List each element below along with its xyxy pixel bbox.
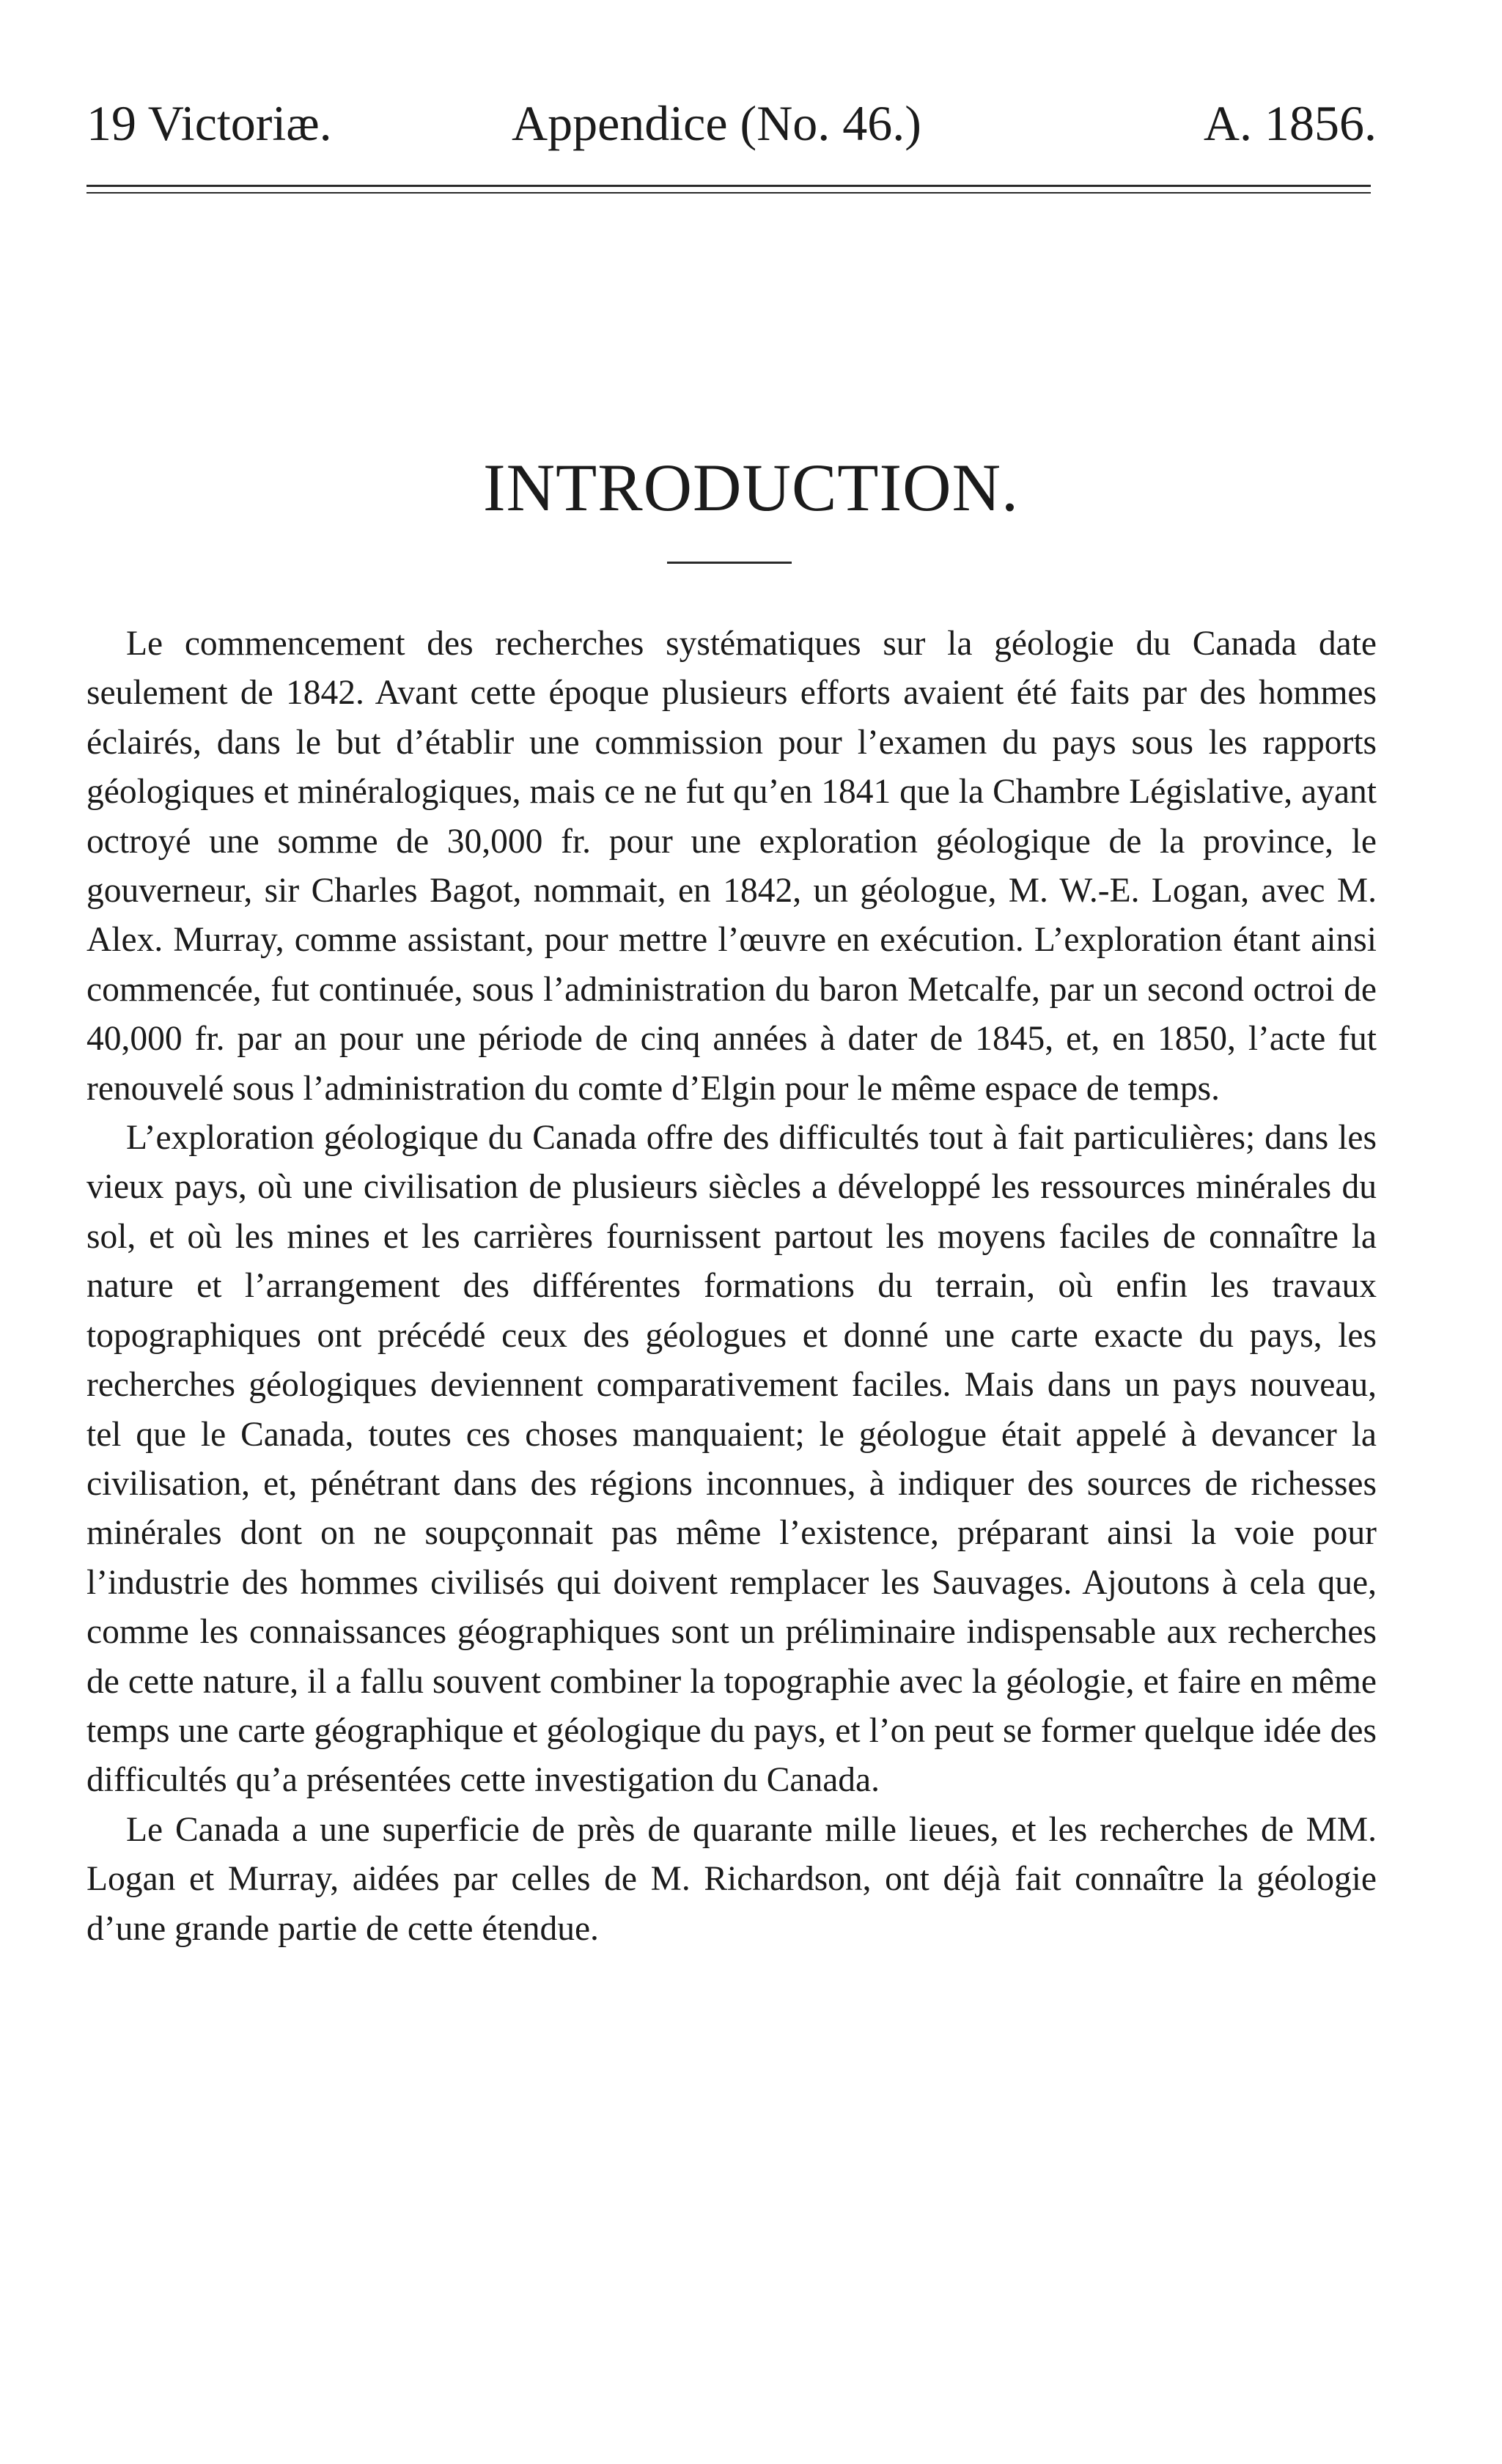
- paragraph-2: L’exploration géologique du Canada offre des difficultés tout à fait particulières; dans les vieux pays, où une civilisation de plusieurs siècles a développé les ressources minérales du sol, et où les mines et les carrières fournissent partout les moyens faciles de connaître la nature et l’arrangement des différentes formations du terrain, où enfin les travaux topographiques ont précédé ceux des géologues et donné une carte exacte du pays, les recherches géologiques deviennent comparativement faciles. Mais dans un pays nouveau, tel que le Canada, toutes ces choses manquaient; le géologue était appelé à devancer la civilisation, et, pénétrant dans des régions inconnues, à indiquer des sources de richesses minérales dont on ne soupçonnait pas même l’existence, préparant ainsi la voie pour l’industrie des hommes civilisés qui doivent remplacer les Sauvages. Ajoutons à cela que, comme les connaissances géographiques sont un préliminaire indispensable aux recherches de cette nature, il a fallu souvent combiner la topographie avec la géologie, et faire en même temps une carte géographique et géologique du pays, et l’on peut se former quelque idée des difficultés qu’a présentées cette investigation du Canada.: [86, 1119, 1377, 1800]
- body-text: [86, 619, 1377, 1954]
- page-title: INTRODUCTION.: [482, 450, 1020, 525]
- running-header: [86, 87, 1377, 160]
- header-rule-bottom: [86, 192, 1371, 194]
- paragraph-1: Le commencement des recherches systématiques sur la géologie du Canada date seulement de 1842. Avant cette époque plusieurs efforts avaient été faits par des hommes éclairés, dans le but d’établir une commission pour l’examen du pays sous les rapports géologiques et minéralogiques, mais ce ne fut qu’en 1841 que la Chambre Législative, ayant octroyé une somme de 30,000 fr. pour une exploration géologique de la province, le gouverneur, sir Charles Bagot, nommait, en 1842, un géologue, M. W.-E. Logan, avec M. Alex. Murray, comme assistant, pour mettre l’œuvre en exécution. L’exploration étant ainsi commencée, fut continuée, sous l’administration du baron Metcalfe, par un second octroi de 40,000 fr. par an pour une période de cinq années à dater de 1845, et, en 1850, l’acte fut renouvelé sous l’administration du comte d’Elgin pour le même espace de temps.: [86, 625, 1377, 1108]
- title-divider: [667, 562, 792, 564]
- header-rule-top: [86, 185, 1371, 187]
- header-appendix-number: Appendice (No. 46.): [512, 95, 921, 151]
- header-year: A. 1856.: [1203, 95, 1377, 151]
- header-regnal-year: 19 Victoriæ.: [86, 95, 332, 151]
- paragraph-3: Le Canada a une superficie de près de quarante mille lieues, et les recherches de MM. Logan et Murray, aidées par celles de M. Richardson, ont déjà fait connaître la géologie d’une grande partie de cette étendue.: [86, 1810, 1377, 1948]
